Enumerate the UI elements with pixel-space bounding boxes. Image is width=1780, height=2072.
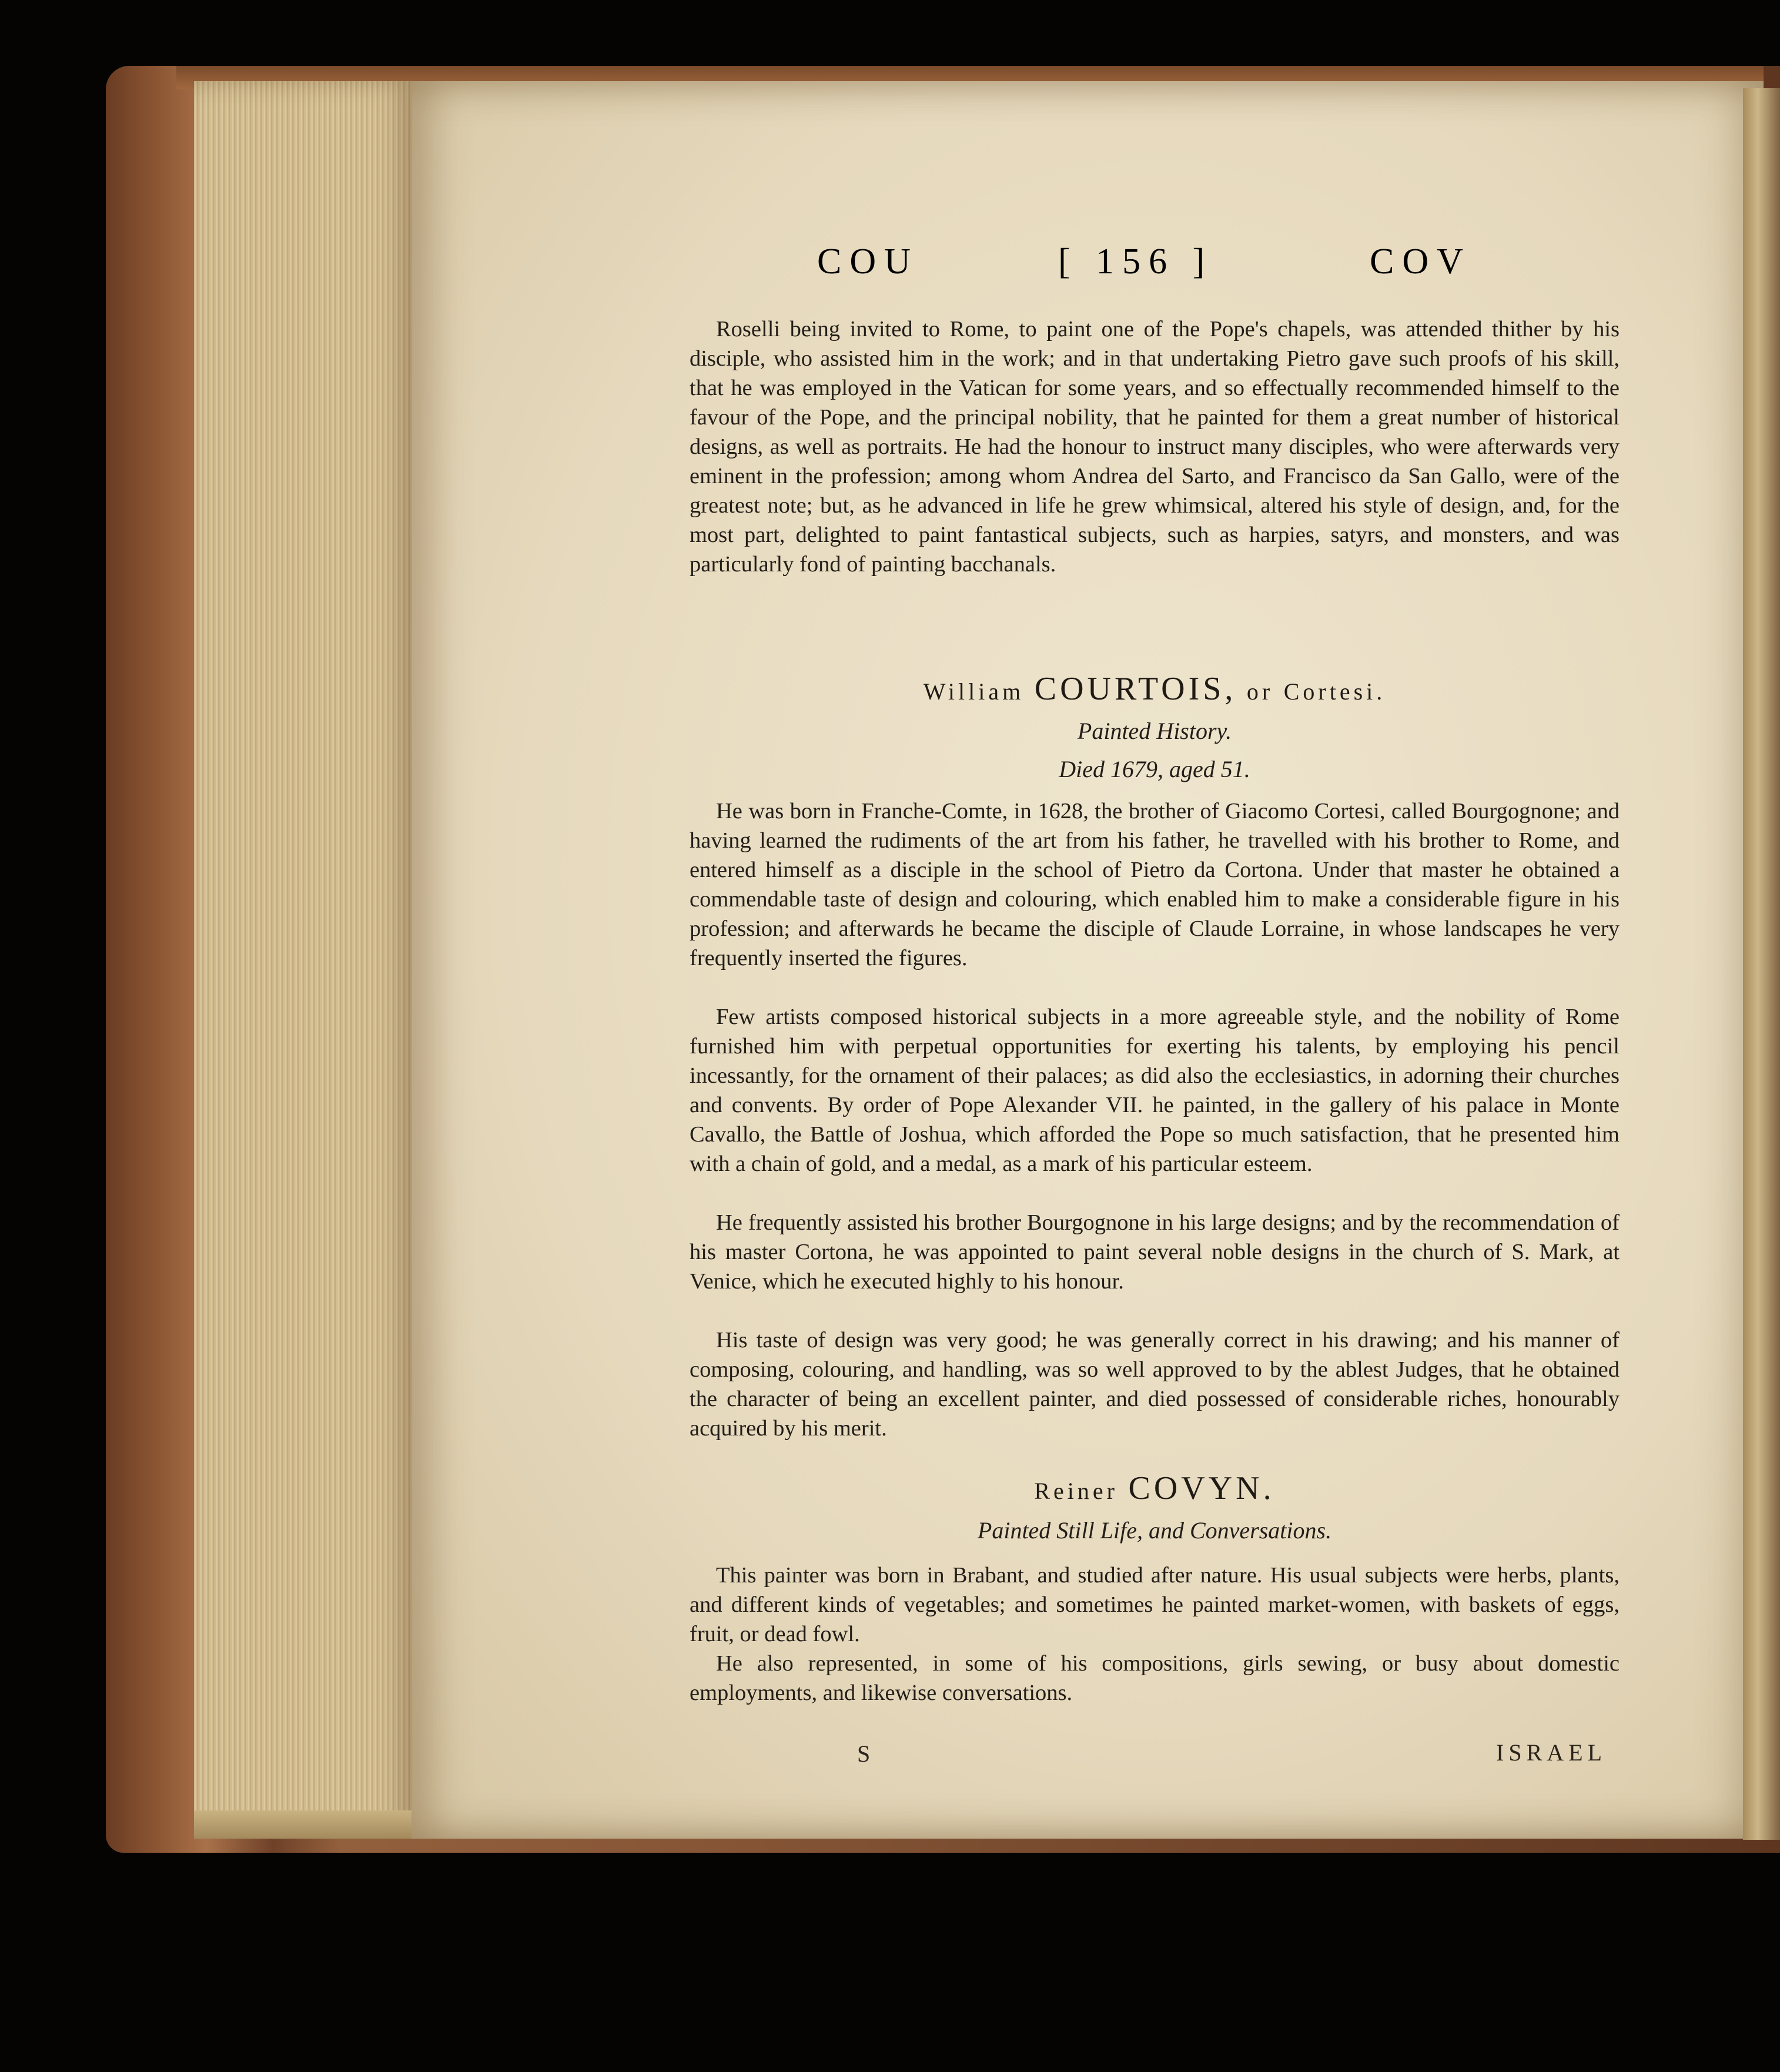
page-number: [ 156 ] — [1058, 242, 1213, 282]
entry-paragraph: He was born in Franche-Comte, in 1628, the brother of Giacomo Cortesi, called Bourgognone; and having learned the rudiments of the art from his father, he travelled with his brother to Rome, and entered himself as a disciple in the school of Pietro da Cortona. Under that master he obtained a commendable taste of design and colouring, which enabled him to make a considerable figure in his profession; and afterwards he became the disciple of Claude Lorraine, in whose landscapes he very frequently inserted the figures. — [690, 799, 1620, 970]
entry-painted-genre: Painted History. — [1077, 718, 1232, 744]
entry-heading-covyn — [690, 1470, 1620, 1507]
facing-page-edge — [1743, 88, 1780, 1840]
entry-heading-courtois — [690, 670, 1620, 708]
page-block-bottom — [194, 1810, 417, 1839]
running-head — [811, 241, 1517, 300]
entry-painted-genre: Painted Still Life, and Conversations. — [977, 1517, 1332, 1544]
entry-paragraph: Few artists composed historical subjects in a more agreeable style, and the nobility of Rome furnished him with perpetual opportunities for exerting his talents, by employing his pencil incessantly, for the ornament of their palaces; as did also the ecclesiastics, in adorning their churches and convents. By order of Pope Alexander VII. he painted, in the gallery of his palace in Monte Cavallo, the Battle of Joshua, which afforded the Pope so much satisfaction, that he presented him with a chain of gold, and a medal, as a mark of his particular esteem. — [690, 1005, 1620, 1176]
heading-surname: COVYN. — [1128, 1470, 1275, 1507]
entry-paragraph: His taste of design was very good; he was generally correct in his drawing; and his manner of composing, colouring, and handling, was so well approved to by the ablest Judges, that he obtained the character of being an excellent painter, and died possessed of considerable riches, honourably acquired by his merit. — [690, 1328, 1620, 1441]
running-head-right: COV — [1370, 242, 1471, 282]
heading-forename: William — [923, 678, 1025, 705]
heading-surname: COURTOIS, — [1034, 671, 1237, 707]
entry-paragraph: He frequently assisted his brother Bourgognone in his large designs; and by the recommendation of his master Cortona, he was appointed to paint several noble designs in the church of S. Mark, at Venice, which he executed highly to his honour. — [690, 1210, 1620, 1294]
entry-paragraph: He also represented, in some of his compositions, girls sewing, or busy about domestic employments, and likewise conversations. — [690, 1651, 1620, 1705]
signature-mark: S — [857, 1740, 871, 1767]
entry-died: Died 1679, aged 51. — [1059, 756, 1250, 782]
running-head-left: COU — [817, 242, 919, 282]
heading-or: or — [1246, 678, 1274, 705]
paragraph-continued: Roselli being invited to Rome, to paint one of the Pope's chapels, was attended thither by his disciple, who assisted him in the work; and in that undertaking Pietro gave such proofs of his skill, that he was employed in the Vatican for some years, and so effectually recommended himself to the favour of the Pope, and the principal nobility, that he painted for them a great number of historical designs, as well as portraits. He had the honour to instruct many disciples, who were afterwards very eminent in the profession; among whom Andrea del Sarto, and Francisco da San Gallo, were of the greatest note; but, as he advanced in life he grew whimsical, altered his style of design, and, for the most part, delighted to paint fantastical subjects, such as harpies, satyrs, and monsters, and was particularly fond of painting bacchanals. — [690, 317, 1620, 577]
heading-forename: Reiner — [1034, 1478, 1118, 1504]
entry-paragraph: This painter was born in Brabant, and studied after nature. His usual subjects were herbs, plants, and different kinds of vegetables; and sometimes he painted market-women, with baskets of eggs, fruit, or dead fowl. — [690, 1563, 1620, 1646]
page-block-edge — [194, 81, 417, 1839]
heading-alt-name: Cortesi. — [1283, 678, 1386, 705]
catchword: ISRAEL — [1496, 1739, 1607, 1766]
